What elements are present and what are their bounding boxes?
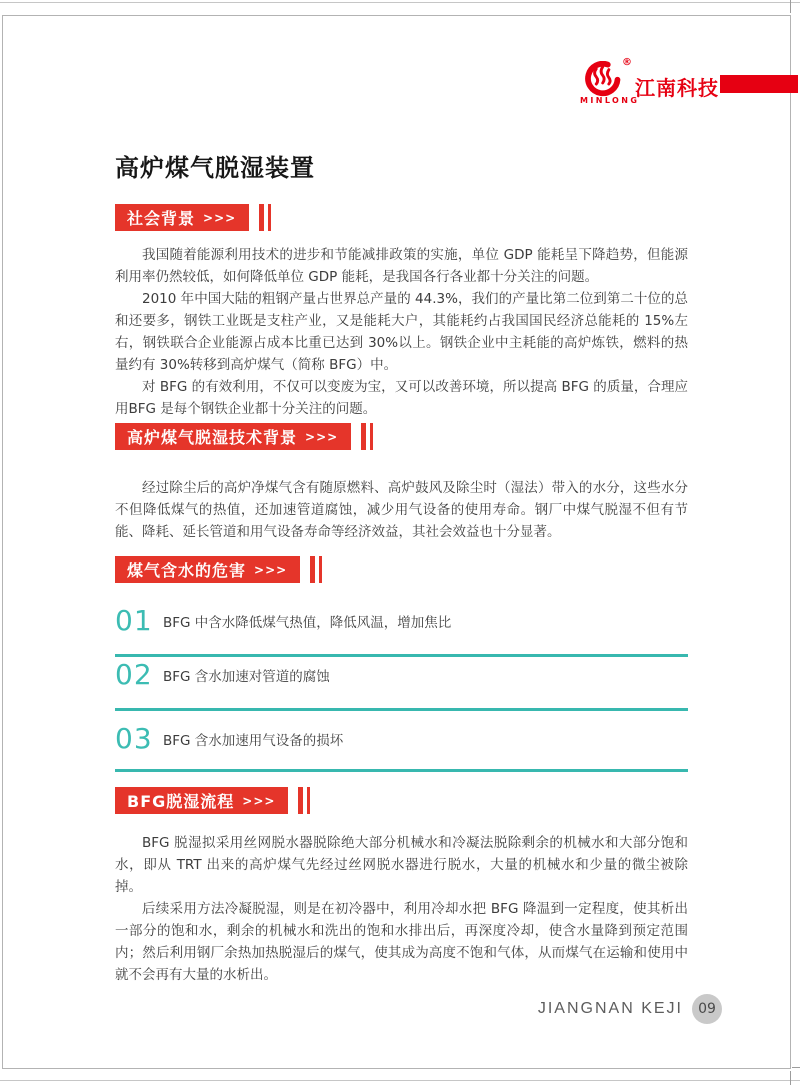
paragraph: 对 BFG 的有效利用，不仅可以变废为宝，又可以改善环境，所以提高 BFG 的质量，合理应用BFG 是每个钢铁企业都十分关注的问题。 [115,379,688,417]
brand-red-bar [720,75,798,93]
paragraph: 后续采用方法冷凝脱湿，则是在初冷器中，利用冷却水把 BFG 降温到一定程度，使其析出一部分的饱和水，剩余的机械水和洗出的饱和水排出后，再深度冷却，使含水量降到预定范围内；然后利用钢厂余热加热脱湿后的煤气，使其成为高度不饱和气体，从而煤气在运输和使用中就不会再有大量的水析出。 [115,901,688,983]
brand-name: 江南科技 [635,76,719,100]
accent-bar [310,556,315,583]
section-title: 煤气含水的危害 [127,561,247,580]
accent-bar [319,556,322,583]
logo-wordmark: MINLONG [580,96,640,105]
accent-bar [259,204,264,231]
section-header-bfg-process [115,787,310,814]
hazard-item [115,604,688,637]
crop-mark-top-right [790,0,791,13]
accent-bar [361,423,366,450]
hazard-text: BFG 含水加速对管道的腐蚀 [163,668,330,685]
section-header-tech-background [115,423,373,450]
section-header-water-hazards [115,556,322,583]
header-accent-bars [259,204,271,231]
hazard-text: BFG 含水加速用气设备的损坏 [163,732,344,749]
header-accent-bars [298,787,310,814]
chevrons-icon: >>> [305,429,339,444]
hazard-item [115,722,688,755]
section-title: 社会背景 [127,209,196,228]
chevrons-icon: >>> [254,562,288,577]
crop-mark-bottom-horizontal [792,1067,800,1068]
paragraph: 2010 年中国大陆的粗钢产量占世界总产量的 44.3%，我们的产量比第二位到第二十位的总和还要多，钢铁工业既是支柱产业，又是能耗大户，其能耗约占我国国民经济总能耗的 15%左右，钢铁联合企业能源占成本比重已达到 30%以上。钢铁企业中主耗能的高炉炼铁，燃料的热量约有 30%转移到高炉煤气（简称 BFG）中。 [115,291,688,373]
accent-bar [370,423,373,450]
section-bfg-process-text [115,832,688,986]
hazard-divider [115,769,688,772]
header-accent-bars [361,423,373,450]
footer-company-text: JIANGNAN KEJI [537,1000,683,1017]
paragraph: BFG 脱湿拟采用丝网脱水器脱除绝大部分机械水和冷凝法脱除剩余的机械水和大部分饱和水，即从 TRT 出来的高炉煤气先经过丝网脱水器进行脱水，大量的机械水和少量的微尘被除掉。 [115,835,688,895]
page-number-badge: 09 [692,994,722,1024]
chevrons-icon: >>> [242,793,276,808]
section-tech-background-text [115,477,688,543]
hazard-number: 02 [115,658,153,691]
section-header-box [115,556,300,583]
section-title: 高炉煤气脱湿技术背景 [127,428,298,447]
accent-bar [268,204,271,231]
accent-bar [307,787,310,814]
crop-mark-bottom-right [790,1071,791,1085]
brand-logo [575,55,800,110]
footer [430,994,722,1024]
bottom-hairline [0,1080,800,1081]
hazard-divider [115,654,688,657]
paragraph: 经过除尘后的高炉净煤气含有随原燃料、高炉鼓风及除尘时（湿法）带入的水分，这些水分不但降低煤气的热值，还加速管道腐蚀，减少用气设备的使用寿命。钢厂中煤气脱湿不但有节能、降耗、延长管道和用气设备寿命等经济效益，其社会效益也十分显著。 [115,480,688,540]
hazard-divider [115,708,688,711]
hazard-text: BFG 中含水降低煤气热值，降低风温，增加焦比 [163,614,452,631]
hazard-number: 03 [115,722,153,755]
section-header-box [115,204,249,231]
section-header-social-background [115,204,271,231]
section-social-background-text [115,244,688,420]
paragraph: 我国随着能源利用技术的进步和节能减排政策的实施，单位 GDP 能耗呈下降趋势，但能源利用率仍然较低，如何降低单位 GDP 能耗，是我国各行各业都十分关注的问题。 [115,247,688,285]
registered-mark: ® [622,57,632,68]
accent-bar [298,787,303,814]
top-hairline [0,2,800,3]
section-header-box [115,423,351,450]
section-header-box [115,787,288,814]
hazard-item [115,658,688,691]
page-title: 高炉煤气脱湿装置 [115,154,315,182]
chevrons-icon: >>> [203,210,237,225]
hazard-number: 01 [115,604,153,637]
header-accent-bars [310,556,322,583]
section-title: BFG脱湿流程 [127,792,235,811]
minlong-flame-icon [583,61,621,97]
